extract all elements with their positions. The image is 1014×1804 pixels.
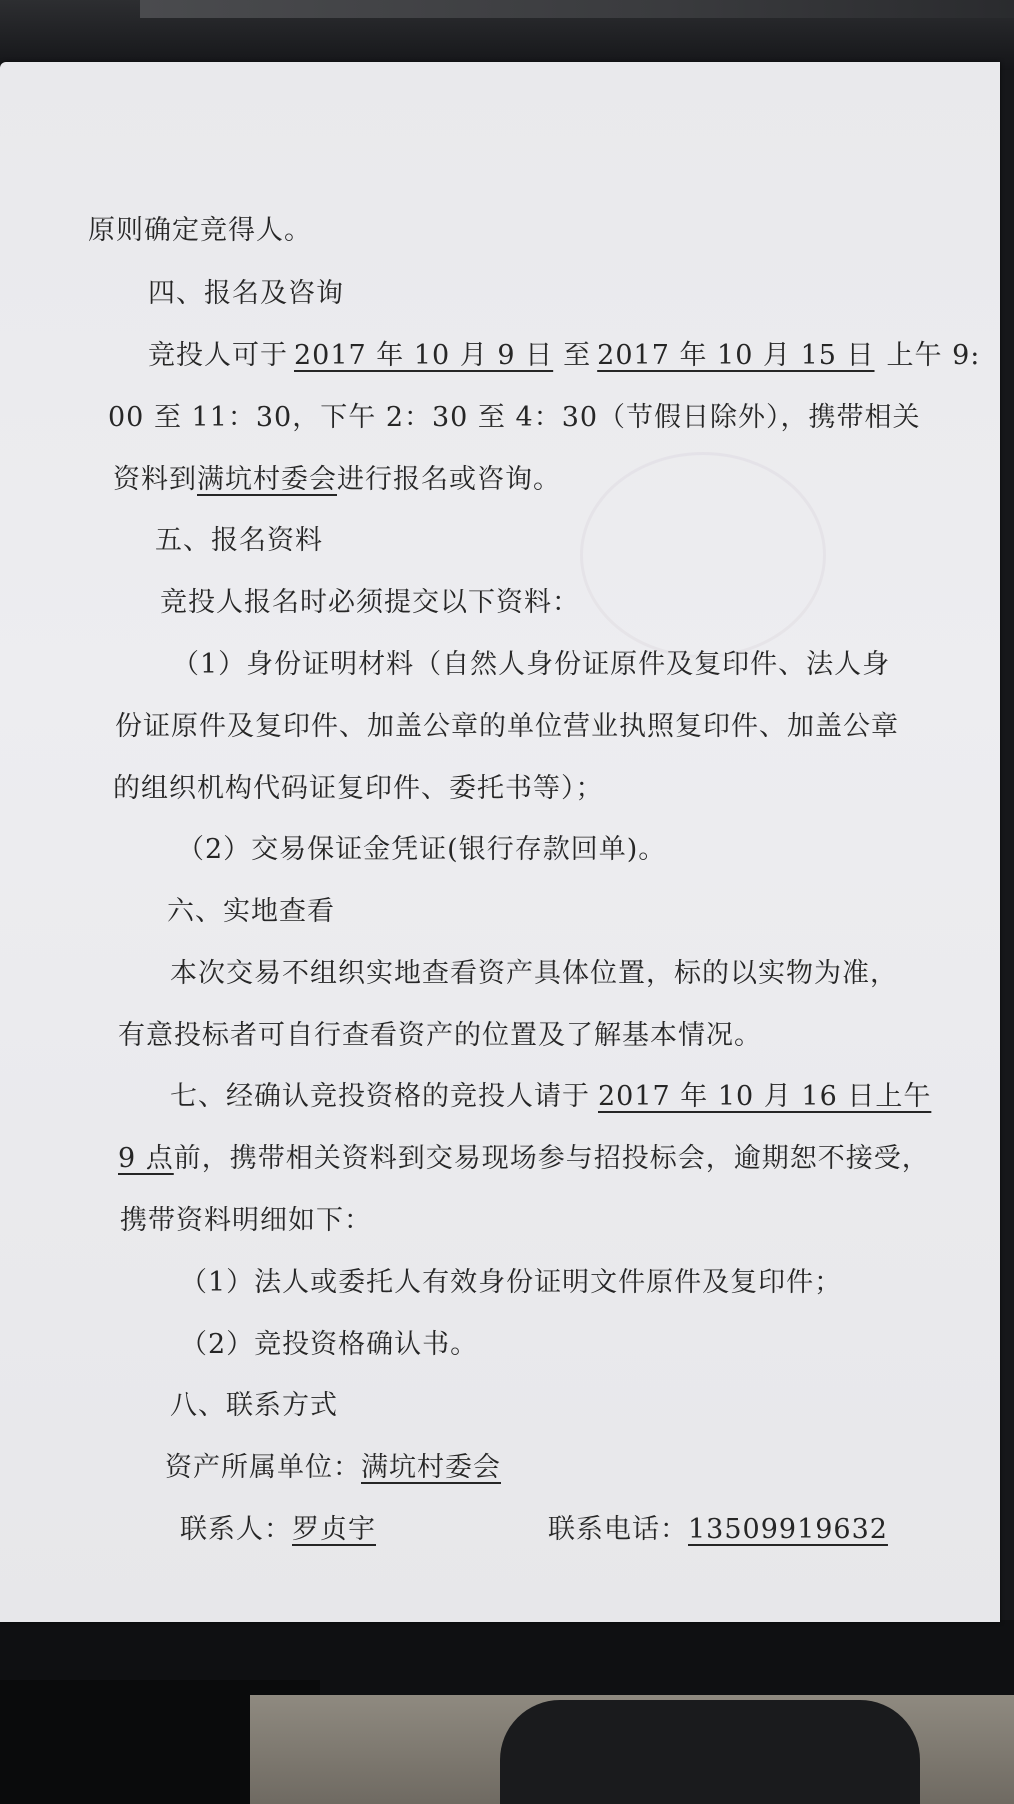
materials-item1-text3: 的组织机构代码证复印件、委托书等）； <box>113 773 604 804</box>
materials-intro-line <box>160 586 580 620</box>
heading-4-text: 四、报名及咨询 <box>148 278 344 309</box>
desk-background-top <box>0 0 1014 70</box>
item7-sub1-line <box>180 1266 842 1300</box>
site-visit-line2 <box>118 1019 762 1053</box>
faint-stamp-mark <box>580 452 826 658</box>
phone-label: 联系电话： <box>548 1514 688 1545</box>
registration-time-line <box>108 401 921 435</box>
item7-line3 <box>120 1204 372 1238</box>
item7-prefix: 七、经确认竞投资格的竞投人请于 <box>170 1081 590 1112</box>
item7-sub2-line <box>180 1328 478 1362</box>
item7-line2 <box>118 1142 930 1176</box>
registration-place-line <box>113 463 561 497</box>
item7-date: 2017 年 10 月 16 日上午 <box>598 1081 932 1112</box>
heading-5-text: 五、报名资料 <box>155 525 323 556</box>
item7-line1 <box>170 1080 931 1114</box>
desk-edge-strip <box>140 0 1014 18</box>
item7-sub2-text: （2）竞投资格确认书。 <box>180 1329 479 1360</box>
site-visit-line1 <box>170 957 898 991</box>
desk-background-bottom <box>0 1620 1014 1804</box>
materials-item1-line1 <box>172 648 890 682</box>
reg-place-suffix: 进行报名或咨询。 <box>337 464 561 495</box>
item7-time: 9 点 <box>118 1143 174 1174</box>
document-page <box>0 62 1000 1622</box>
materials-item2-line <box>177 833 666 867</box>
item7-line3-text: 携带资料明细如下： <box>120 1205 372 1236</box>
owner-label: 资产所属单位： <box>165 1452 361 1483</box>
heading-registration <box>148 277 344 311</box>
item7-sub1-text: （1）法人或委托人有效身份证明文件原件及复印件； <box>180 1267 843 1298</box>
heading-site-visit <box>167 895 335 929</box>
reg-time-text: 00 至 11：30，下午 2：30 至 4：30（节假日除外），携带相关 <box>108 402 921 433</box>
reg-start-date: 2017 年 10 月 9 日 <box>294 340 554 371</box>
text-line-principle <box>88 214 312 248</box>
item7-line2-text: 前，携带相关资料到交易现场参与招投标会，逾期恕不接受， <box>173 1143 930 1174</box>
heading-8-text: 八、联系方式 <box>170 1390 338 1421</box>
reg-place-prefix: 资料到 <box>113 464 197 495</box>
materials-item1-line2 <box>115 710 899 744</box>
phone-value: 13509919632 <box>688 1514 888 1545</box>
principle-text: 原则确定竞得人。 <box>88 215 312 246</box>
reg-end-date: 2017 年 10 月 15 日 <box>597 340 875 371</box>
contact-person-line <box>180 1513 376 1547</box>
heading-contact <box>170 1389 338 1423</box>
materials-item1-text1: （1）身份证明材料（自然人身份证原件及复印件、法人身 <box>172 649 891 680</box>
registration-period-line <box>148 339 980 373</box>
materials-item1-text2: 份证原件及复印件、加盖公章的单位营业执照复印件、加盖公章 <box>115 711 899 742</box>
materials-item2-text: （2）交易保证金凭证(银行存款回单)。 <box>177 834 667 865</box>
heading-materials <box>155 524 323 558</box>
materials-item1-line3 <box>113 772 604 806</box>
dark-object <box>500 1700 920 1804</box>
reg-prefix: 竞投人可于 <box>148 340 288 371</box>
contact-phone-line <box>548 1513 888 1547</box>
heading-6-text: 六、实地查看 <box>167 896 335 927</box>
asset-owner-line <box>165 1451 501 1485</box>
contact-label: 联系人： <box>180 1514 292 1545</box>
reg-to: 至 <box>563 340 592 371</box>
owner-value: 满坑村委会 <box>361 1452 501 1483</box>
village-committee-name: 满坑村委会 <box>197 464 337 495</box>
materials-intro-text: 竞投人报名时必须提交以下资料： <box>160 587 580 618</box>
contact-value: 罗贞宇 <box>292 1514 376 1545</box>
reg-morning: 上午 9: <box>886 340 981 371</box>
site-visit-text2: 有意投标者可自行查看资产的位置及了解基本情况。 <box>118 1020 762 1051</box>
site-visit-text1: 本次交易不组织实地查看资产具体位置，标的以实物为准， <box>170 958 898 989</box>
